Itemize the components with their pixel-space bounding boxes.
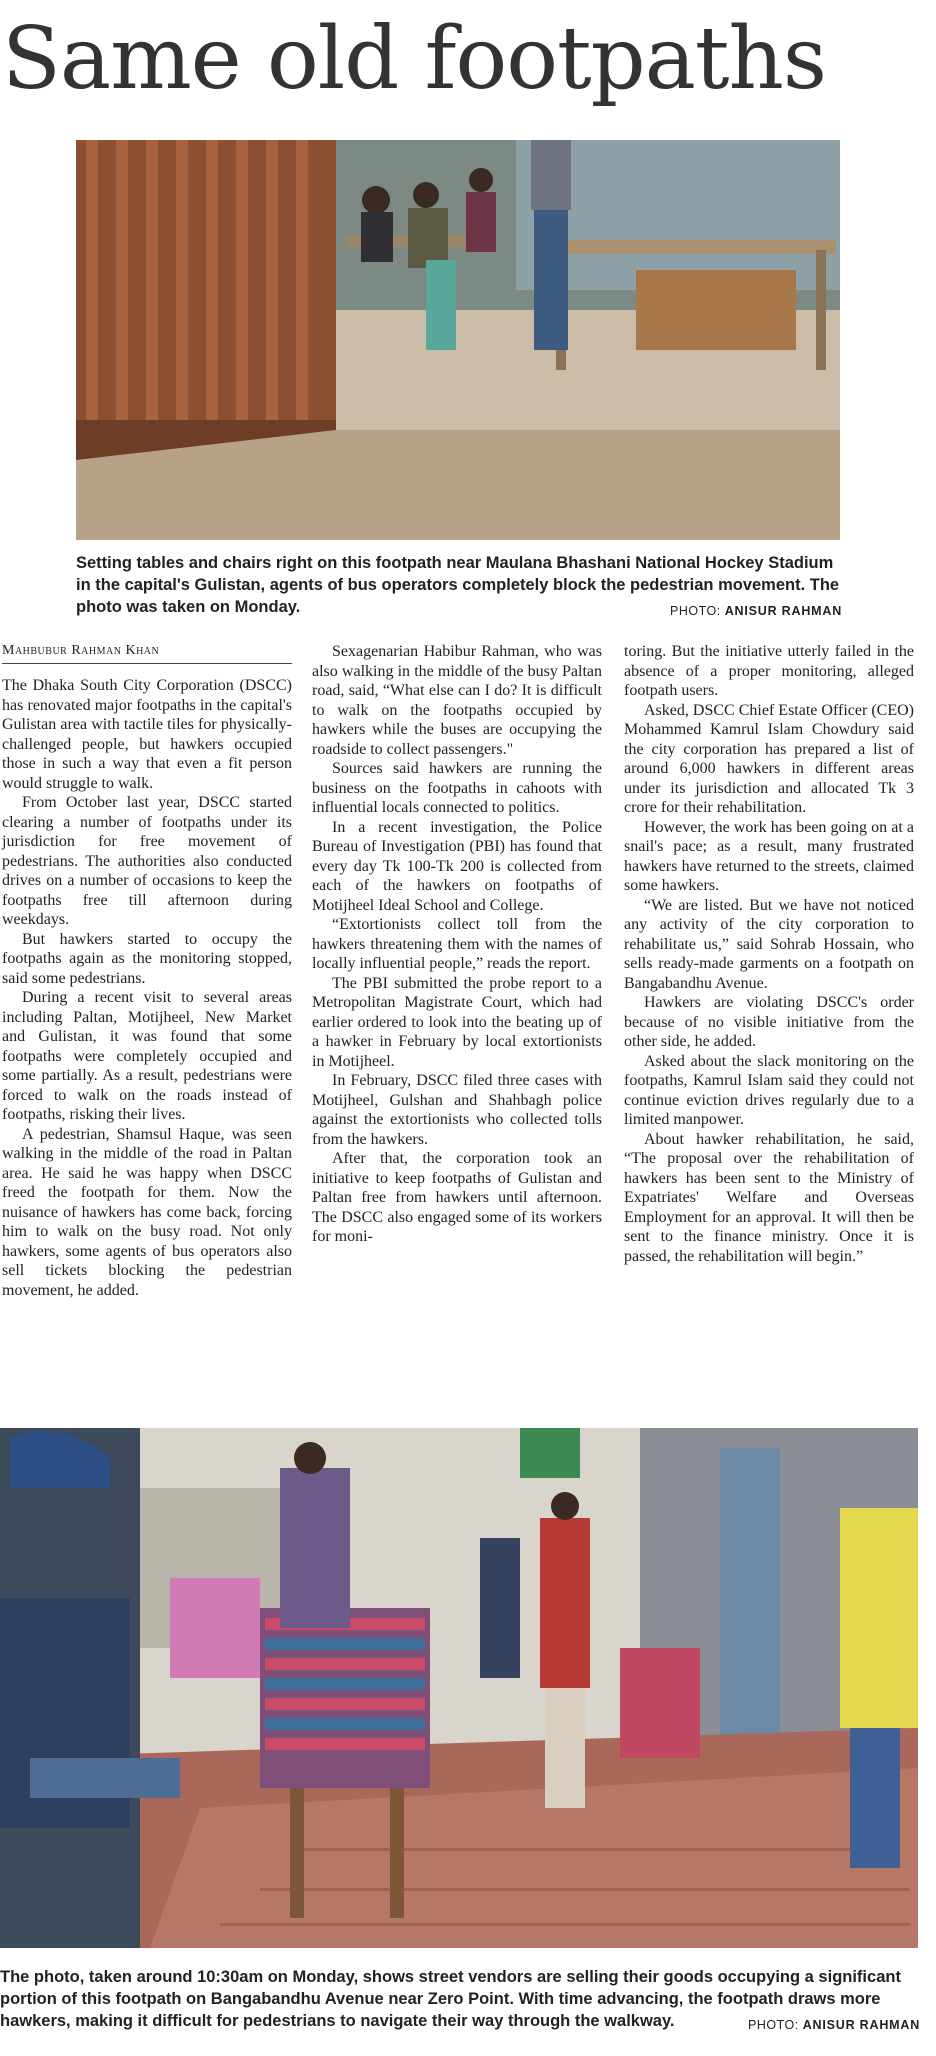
article-column-3 xyxy=(624,642,914,1266)
paragraph: Asked about the slack monitoring on the footpaths, Kamrul Islam said they could not continue eviction drives regularly due to a limited manpower. xyxy=(624,1052,914,1128)
photo2-credit-name: ANISUR RAHMAN xyxy=(802,2018,921,2032)
paragraph: “We are listed. But we have not noticed any activity of the city corporation to rehabilitate us,” said Sohrab Hossain, who sells ready-made garments on a footpath on Bangabandhu Avenue. xyxy=(624,896,914,992)
paragraph: About hawker rehabilitation, he said, “The proposal over the rehabilitation of hawkers has been sent to the Ministry of Expatriates' Welfare and Overseas Employment for an approval. It will then be sent to the finance ministry. Once it is passed, the rehabilitation will begin.” xyxy=(624,1130,914,1265)
paragraph: “Extortionists collect toll from the hawkers threatening them with the names of locally influential people,” reads the report. xyxy=(312,916,602,972)
photo2-credit xyxy=(748,2018,920,2032)
paragraph: Sources said hawkers are running the business on the footpaths in cahoots with influential locals connected to politics. xyxy=(312,760,602,816)
paragraph: The Dhaka South City Corporation (DSCC) has renovated major footpaths in the capital's Gulistan area with tactile tiles for physically-challenged people, but hawkers occupied those in such a way that even a fit person would struggle to walk. xyxy=(2,677,292,792)
photo-footpath-stadium xyxy=(76,140,840,540)
paragraph: The PBI submitted the probe report to a Metropolitan Magistrate Court, which had earlier ordered to look into the beating up of a hawker in February by local extortionists in Motijheel. xyxy=(312,974,602,1070)
paragraph: A pedestrian, Shamsul Haque, was seen walking in the middle of the road in Paltan area. He said he was happy when DSCC freed the footpath for them. Now the nuisance of hawkers has come back, forcing him to walk on the busy road. Not only hawkers, some agents of bus operators also sell tickets blocking the pedestrian movement, he added. xyxy=(2,1125,292,1299)
paragraph: Sexagenarian Habibur Rahman, who was also walking in the middle of the busy Paltan road, said, “What else can I do? It is difficult to walk on the footpaths occupied by hawkers while the buses are occupying the roadside to collect passengers." xyxy=(312,643,602,758)
paragraph: In February, DSCC filed three cases with Motijheel, Gulshan and Shahbagh police against the extortionists who collected tolls from the hawkers. xyxy=(312,1072,602,1148)
photo1-caption: Setting tables and chairs right on this footpath near Maulana Bhashani National Hockey Stadium in the capital's Gulistan, agents of bus operators completely block the pedestrian movement. The photo was taken on Monday. xyxy=(76,554,840,616)
paragraph: During a recent visit to several areas including Paltan, Motijheel, New Market and Gulistan, it was found that some footpaths were completely occupied and some partially. As a result, pedestrians were forced to walk on the roads instead of footpaths, risking their lives. xyxy=(2,989,292,1123)
byline: Mahbubur Rahman Khan xyxy=(2,643,292,664)
paragraph: After that, the corporation took an initiative to keep footpaths of Gulistan and Paltan free from hawkers until afternoon. The DSCC also engaged some of its workers for moni- xyxy=(312,1150,602,1245)
paragraph: Hawkers are violating DSCC's order because of no visible initiative from the other side, he added. xyxy=(624,994,914,1050)
paragraph: From October last year, DSCC started clearing a number of footpaths under its jurisdiction for free movement of pedestrians. The authorities also conducted drives on a number of occasions to keep the footpaths free till afternoon during weekdays. xyxy=(2,794,292,928)
paragraph: However, the work has been going on at a snail's pace; as a result, many frustrated hawkers have returned to the streets, claimed some hawkers. xyxy=(624,818,914,894)
paragraph: But hawkers started to occupy the footpaths again as the monitoring stopped, said some pedestrians. xyxy=(2,930,292,987)
photo2-credit-label: PHOTO: xyxy=(748,2018,799,2032)
paragraph: Asked, DSCC Chief Estate Officer (CEO) Mohammed Kamrul Islam Chowdury said the city corporation has prepared a list of around 6,000 hawkers in different areas under its jurisdiction and allocated Tk 3 crore for their rehabilitation. xyxy=(624,701,914,816)
paragraph: In a recent investigation, the Police Bureau of Investigation (PBI) has found that every day Tk 100-Tk 200 is collected from each of the hawkers on footpaths of Motijheel Ideal School and College. xyxy=(312,818,602,914)
article-column-1 xyxy=(2,676,292,1300)
photo1-credit-name: ANISUR RAHMAN xyxy=(724,604,843,618)
photo2-caption: The photo, taken around 10:30am on Monday, shows street vendors are selling their goods occupying a significant portion of this footpath on Bangabandhu Avenue near Zero Point. With time advancing, the footpath draws more hawkers, making it difficult for pedestrians to navigate their way through the walkway. xyxy=(0,1968,901,2030)
paragraph: toring. But the initiative utterly failed in the absence of a proper monitoring, alleged footpath users. xyxy=(624,643,914,699)
photo-street-vendors xyxy=(0,1428,918,1948)
headline: Same old footpaths xyxy=(2,9,826,109)
photo1-credit xyxy=(670,604,842,618)
photo1-credit-label: PHOTO: xyxy=(670,604,721,618)
article-column-2 xyxy=(312,642,602,1247)
